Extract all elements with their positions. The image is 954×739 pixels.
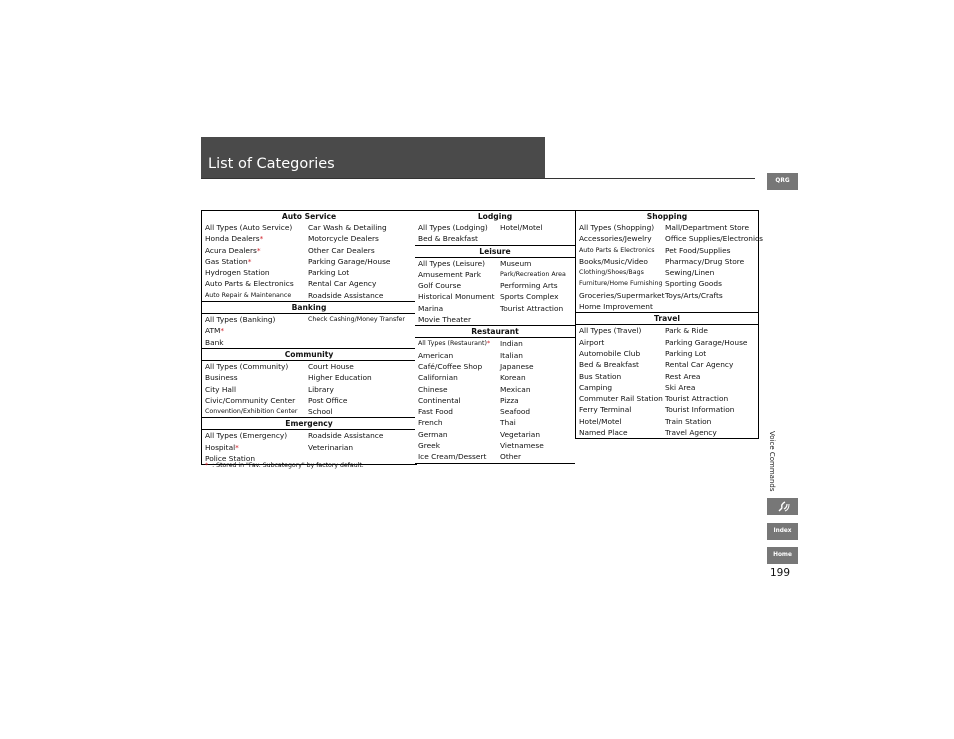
category-item <box>415 222 497 233</box>
category-row <box>202 337 416 348</box>
category-item <box>576 267 662 278</box>
category-label: Roadside Assistance <box>308 290 384 300</box>
category-item <box>497 361 575 372</box>
category-item <box>497 417 575 428</box>
category-label: All Types (Banking) <box>205 315 276 325</box>
category-label: Camping <box>579 382 613 392</box>
category-label: Library <box>308 384 334 394</box>
category-row <box>415 280 575 291</box>
category-label: Tourist Attraction <box>500 303 564 313</box>
category-item <box>662 382 757 393</box>
category-label: Bus Station <box>579 371 622 381</box>
category-label: Park/Recreation Area <box>500 270 566 278</box>
category-item <box>202 395 305 406</box>
category-row <box>576 348 758 359</box>
category-row <box>415 440 575 451</box>
category-item <box>576 359 662 370</box>
category-row <box>576 427 758 438</box>
category-item <box>305 430 414 441</box>
category-row <box>576 278 758 289</box>
category-row <box>202 325 416 336</box>
category-item <box>415 269 497 280</box>
category-item <box>497 429 575 440</box>
section-heading: Travel <box>576 312 758 325</box>
category-label: Police Station <box>205 454 256 464</box>
category-label: All Types (Leisure) <box>418 258 485 268</box>
category-item <box>415 233 497 244</box>
category-item <box>662 290 757 301</box>
category-label: Books/Music/Video <box>579 256 648 266</box>
category-row <box>576 404 758 415</box>
category-row <box>415 258 575 269</box>
category-row <box>415 269 575 280</box>
category-item <box>576 427 662 438</box>
category-row <box>415 406 575 417</box>
category-item <box>305 406 414 417</box>
category-label: Sports Complex <box>500 292 559 302</box>
category-label: Pet Food/Supplies <box>665 245 731 255</box>
category-label: Rental Car Agency <box>665 360 734 370</box>
category-row <box>202 256 416 267</box>
category-row <box>576 222 758 233</box>
home-button[interactable]: Home <box>767 547 798 564</box>
category-row <box>202 395 416 406</box>
category-item <box>415 338 497 349</box>
footnote-text: : Stored in "Fav. Subcategory" by factory default. <box>212 462 364 469</box>
category-item <box>662 278 757 289</box>
category-label: Chinese <box>418 384 448 394</box>
category-item <box>576 416 662 427</box>
category-label: All Types (Auto Service) <box>205 223 293 232</box>
category-item <box>497 291 575 302</box>
section-heading: Emergency <box>202 417 416 430</box>
category-row <box>415 350 575 361</box>
category-label: Car Wash & Detailing <box>308 223 387 232</box>
category-row <box>202 430 416 441</box>
category-item <box>202 406 305 417</box>
category-item <box>202 372 305 383</box>
category-label: Parking Garage/House <box>308 256 391 266</box>
category-row <box>576 290 758 301</box>
page-number: 199 <box>770 567 791 579</box>
category-label: Tourist Attraction <box>665 394 729 404</box>
category-item <box>662 359 757 370</box>
category-label: Mexican <box>500 384 531 394</box>
star-mark: * <box>259 234 264 244</box>
category-item <box>202 222 305 233</box>
section-heading: Banking <box>202 301 416 314</box>
category-item <box>202 256 305 267</box>
category-label: Court House <box>308 361 354 371</box>
category-label: Office Supplies/Electronics <box>665 234 763 244</box>
category-item <box>305 372 414 383</box>
category-item <box>576 290 665 301</box>
category-row <box>415 338 575 349</box>
category-label: Hotel/Motel <box>500 223 543 232</box>
qrg-button[interactable]: QRG <box>767 173 798 190</box>
category-label: Motorcycle Dealers <box>308 234 379 244</box>
category-item <box>497 384 575 395</box>
category-label: Tourist Information <box>665 405 735 415</box>
category-row <box>202 384 416 395</box>
category-label: Historical Monument <box>418 292 495 302</box>
category-item <box>662 337 757 348</box>
category-row <box>576 301 758 312</box>
category-item <box>662 325 757 336</box>
category-row <box>202 278 416 289</box>
category-item <box>662 371 757 382</box>
category-item <box>415 314 497 325</box>
category-item <box>305 267 414 278</box>
category-item <box>202 267 305 278</box>
category-label: German <box>418 429 448 439</box>
category-item <box>497 350 575 361</box>
category-label: Parking Lot <box>665 348 707 358</box>
category-row <box>576 382 758 393</box>
category-item <box>497 338 575 349</box>
category-label: All Types (Emergency) <box>205 431 288 441</box>
category-row <box>415 417 575 428</box>
category-label: Named Place <box>579 428 628 438</box>
category-item <box>202 384 305 395</box>
category-item <box>662 256 757 267</box>
category-label: Café/Coffee Shop <box>418 361 483 371</box>
title-bar <box>201 137 545 178</box>
index-button[interactable]: Index <box>767 523 798 540</box>
category-label: Veterinarian <box>308 442 354 452</box>
category-row <box>415 372 575 383</box>
category-label: Post Office <box>308 395 348 405</box>
category-item <box>202 337 305 348</box>
category-label: Roadside Assistance <box>308 431 384 441</box>
category-label: Accessories/Jewelry <box>579 234 652 244</box>
category-item <box>415 451 497 462</box>
category-label: Travel Agency <box>665 428 717 438</box>
category-item <box>662 348 757 359</box>
category-item <box>202 233 305 244</box>
category-item <box>415 406 497 417</box>
category-row <box>202 372 416 383</box>
category-item <box>202 430 305 441</box>
category-item <box>305 442 414 453</box>
category-label: Groceries/Supermarket <box>579 290 665 300</box>
star-mark: * <box>220 326 225 336</box>
category-label: Airport <box>579 337 605 347</box>
category-label: Museum <box>500 258 532 268</box>
category-row <box>415 429 575 440</box>
category-label: Rest Area <box>665 371 701 381</box>
category-label: City Hall <box>205 384 237 394</box>
category-row <box>415 314 575 325</box>
category-item <box>576 278 662 289</box>
category-column-3 <box>575 210 763 439</box>
category-label: Furniture/Home Furnishing <box>579 280 663 288</box>
category-row <box>415 303 575 314</box>
category-item <box>576 222 662 233</box>
category-row <box>576 233 763 244</box>
category-item <box>576 337 662 348</box>
category-item <box>497 269 575 280</box>
category-label: Fast Food <box>418 407 453 417</box>
category-row <box>576 325 758 336</box>
category-label: Auto Parts & Electronics <box>205 279 294 289</box>
section-heading: Restaurant <box>415 325 575 338</box>
category-item <box>497 303 575 314</box>
category-label: All Types (Restaurant) <box>418 340 487 348</box>
category-label: Movie Theater <box>418 315 471 325</box>
category-label: Amusement Park <box>418 269 481 279</box>
category-row <box>202 442 416 453</box>
category-item <box>662 427 757 438</box>
category-item <box>497 440 575 451</box>
category-label: Park & Ride <box>665 326 708 336</box>
category-item <box>576 301 662 312</box>
category-label: Honda Dealers <box>205 234 260 244</box>
category-label: Golf Course <box>418 281 462 291</box>
category-label: Hydrogen Station <box>205 268 270 278</box>
category-label: All Types (Community) <box>205 361 289 371</box>
category-label: Other Car Dealers <box>308 245 375 255</box>
category-item <box>305 325 414 336</box>
category-label: Performing Arts <box>500 281 558 291</box>
star-mark: * <box>486 340 491 348</box>
category-row <box>202 233 416 244</box>
category-item <box>662 267 757 278</box>
category-item <box>576 325 662 336</box>
category-label: Train Station <box>665 416 712 426</box>
category-item <box>415 303 497 314</box>
category-item <box>305 222 414 233</box>
category-item <box>415 395 497 406</box>
category-item <box>305 256 414 267</box>
category-item <box>202 442 305 453</box>
category-item <box>305 245 414 256</box>
category-item <box>305 314 414 325</box>
category-item <box>305 361 414 372</box>
category-item <box>415 258 497 269</box>
category-item <box>415 429 497 440</box>
category-item <box>305 384 414 395</box>
category-item <box>415 361 497 372</box>
category-row <box>576 393 758 404</box>
category-label: Bed & Breakfast <box>418 234 478 244</box>
category-item <box>202 361 305 372</box>
category-item <box>415 280 497 291</box>
category-row <box>576 359 758 370</box>
category-label: Rental Car Agency <box>308 279 377 289</box>
category-column-1 <box>201 210 417 465</box>
category-label: Hotel/Motel <box>579 416 622 426</box>
section-heading: Leisure <box>415 245 575 258</box>
category-row <box>576 267 758 278</box>
category-row <box>202 290 416 301</box>
category-item <box>202 245 305 256</box>
category-row <box>576 337 758 348</box>
category-label: Automobile Club <box>579 348 641 358</box>
category-item <box>576 382 662 393</box>
category-row <box>576 245 758 256</box>
category-row <box>415 451 575 462</box>
category-item <box>497 222 575 233</box>
category-label: Korean <box>500 373 526 383</box>
category-label: Californian <box>418 373 458 383</box>
category-label: Auto Parts & Electronics <box>579 246 655 254</box>
category-row <box>415 384 575 395</box>
category-item <box>662 245 757 256</box>
category-label: Thai <box>500 418 516 428</box>
footnote <box>205 462 364 469</box>
category-label: Business <box>205 373 238 383</box>
category-label: Auto Repair & Maintenance <box>205 291 292 299</box>
section-heading: Community <box>202 348 416 361</box>
category-label: Marina <box>418 303 444 313</box>
category-label: American <box>418 350 454 360</box>
page-title: List of Categories <box>208 156 335 172</box>
category-label: Gas Station <box>205 256 248 266</box>
category-label: Italian <box>500 350 523 360</box>
category-label: All Types (Travel) <box>579 326 642 336</box>
category-item <box>415 440 497 451</box>
category-item <box>202 314 305 325</box>
category-label: All Types (Lodging) <box>418 223 488 232</box>
category-item <box>576 256 662 267</box>
category-item <box>576 404 662 415</box>
category-label: Parking Lot <box>308 268 350 278</box>
category-label: School <box>308 407 333 417</box>
category-row <box>415 222 575 233</box>
category-item <box>662 301 757 312</box>
category-item <box>497 395 575 406</box>
section-label: Voice Commands <box>768 431 776 492</box>
category-row <box>415 233 575 244</box>
category-item <box>576 348 662 359</box>
category-label: All Types (Shopping) <box>579 223 655 232</box>
category-row <box>576 416 758 427</box>
category-row <box>202 267 416 278</box>
category-label: Japanese <box>500 361 534 371</box>
category-item <box>497 233 575 244</box>
section-heading: Lodging <box>477 212 513 221</box>
category-item <box>497 314 575 325</box>
category-label: Bed & Breakfast <box>579 360 639 370</box>
category-label: Commuter Rail Station <box>579 394 663 404</box>
category-item <box>202 278 305 289</box>
category-item <box>497 406 575 417</box>
category-item <box>662 416 757 427</box>
category-item <box>662 222 757 233</box>
category-label: Civic/Community Center <box>205 395 296 405</box>
category-item <box>415 417 497 428</box>
category-row <box>415 361 575 372</box>
category-label: Mall/Department Store <box>665 223 750 232</box>
category-item <box>576 233 662 244</box>
category-label: Pharmacy/Drug Store <box>665 256 745 266</box>
category-row <box>202 245 416 256</box>
category-item <box>497 372 575 383</box>
star-mark: * <box>256 245 261 255</box>
category-item <box>662 404 757 415</box>
category-row <box>202 314 416 325</box>
category-row <box>576 371 758 382</box>
category-item <box>662 393 757 404</box>
category-label: Parking Garage/House <box>665 337 748 347</box>
category-item <box>497 451 575 462</box>
category-column-2 <box>415 210 575 464</box>
category-label: Ski Area <box>665 382 696 392</box>
category-label: Bank <box>205 337 224 347</box>
category-item <box>662 233 763 244</box>
category-label: Pizza <box>500 395 519 405</box>
category-item <box>305 290 414 301</box>
category-label: Clothing/Shoes/Bags <box>579 269 644 277</box>
category-item <box>497 258 575 269</box>
category-label: Ferry Terminal <box>579 405 632 415</box>
category-label: Home Improvement <box>579 302 653 312</box>
category-row <box>415 291 575 302</box>
category-label: Indian <box>500 339 523 349</box>
category-label: French <box>418 418 443 428</box>
category-label: Check Cashing/Money Transfer <box>308 316 405 324</box>
footnote-mark: * <box>205 462 209 469</box>
category-item <box>576 371 662 382</box>
category-row <box>202 406 416 417</box>
category-label: Toys/Arts/Crafts <box>665 290 723 300</box>
category-label: Continental <box>418 395 461 405</box>
category-label: Acura Dealers <box>205 245 257 255</box>
voice-commands-button[interactable] <box>767 498 798 515</box>
star-mark: * <box>247 256 252 266</box>
category-row <box>576 256 758 267</box>
category-label: Sporting Goods <box>665 279 722 289</box>
category-row <box>415 395 575 406</box>
section-heading: Auto Service <box>281 212 337 221</box>
category-item <box>415 291 497 302</box>
category-item <box>305 233 414 244</box>
category-item <box>305 395 414 406</box>
category-label: Vegetarian <box>500 429 540 439</box>
category-label: Higher Education <box>308 373 372 383</box>
section-heading: Shopping <box>646 212 688 221</box>
category-item <box>497 280 575 291</box>
category-label: ATM <box>205 326 221 336</box>
category-item <box>576 393 662 404</box>
category-label: Hospital <box>205 442 236 452</box>
category-item <box>415 384 497 395</box>
category-label: Seafood <box>500 407 531 417</box>
star-mark: * <box>235 442 239 452</box>
category-item <box>202 325 305 336</box>
category-item <box>305 337 414 348</box>
category-label: Other <box>500 452 521 462</box>
category-label: Sewing/Linen <box>665 268 715 278</box>
category-item <box>576 245 662 256</box>
category-row <box>202 361 416 372</box>
category-item <box>202 290 305 301</box>
category-label: Ice Cream/Dessert <box>418 452 487 462</box>
category-item <box>415 372 497 383</box>
voice-command-icon <box>776 500 790 514</box>
category-label: Convention/Exhibition Center <box>205 408 298 416</box>
category-row <box>202 222 416 233</box>
category-item <box>415 350 497 361</box>
category-label: Greek <box>418 441 440 451</box>
category-item <box>305 278 414 289</box>
title-rule <box>201 178 755 179</box>
category-label: Vietnamese <box>500 441 544 451</box>
